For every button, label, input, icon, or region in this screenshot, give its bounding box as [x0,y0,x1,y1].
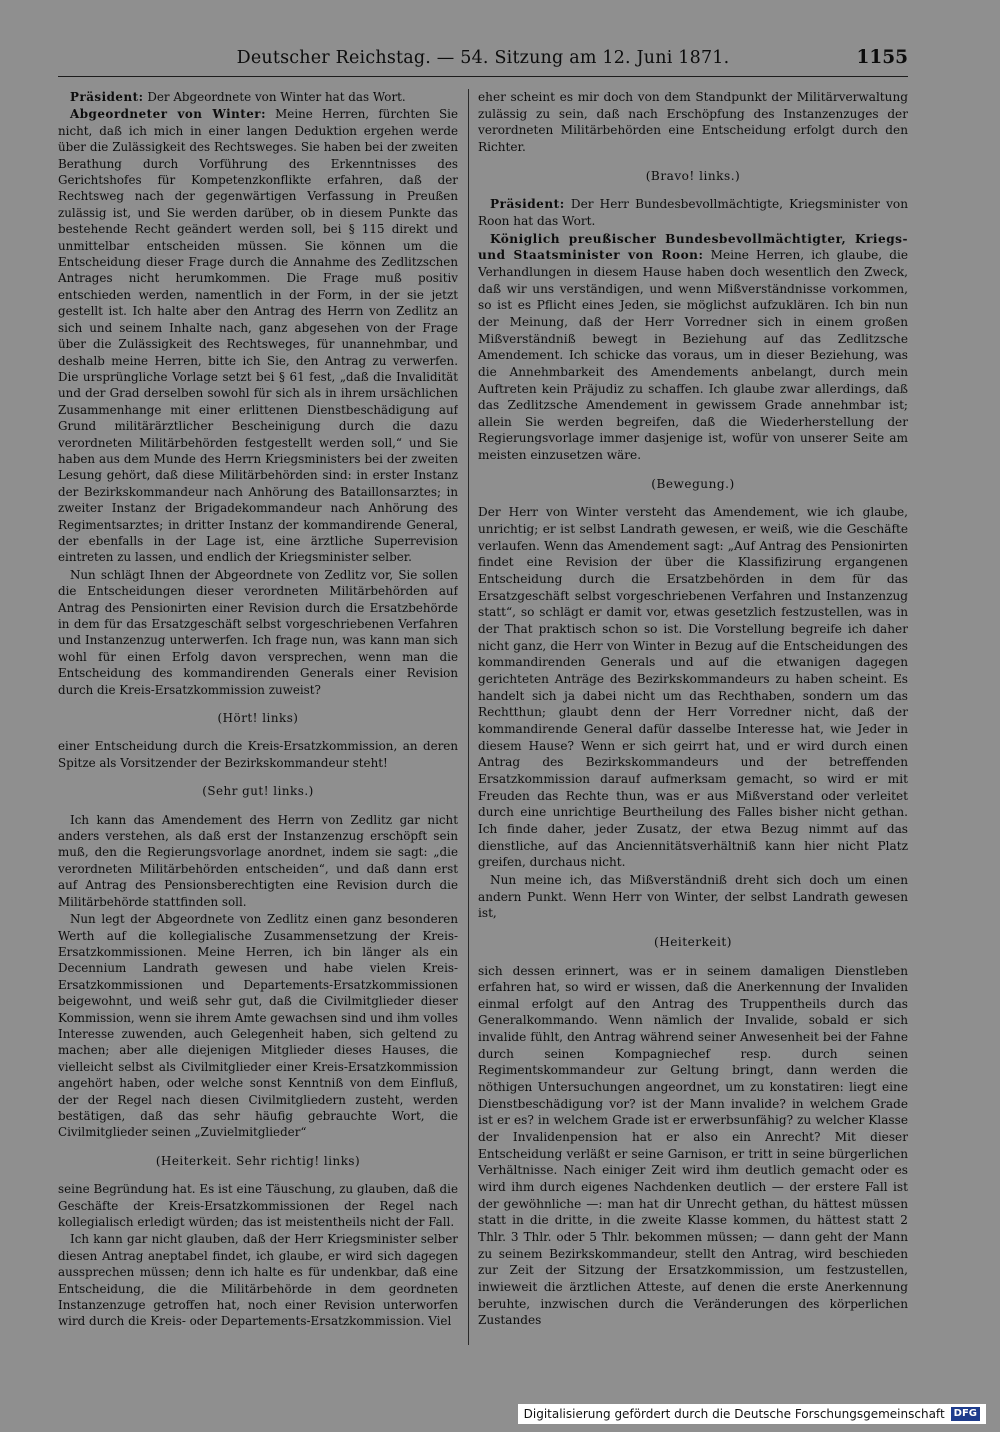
interjection: (Hört! links) [217,711,299,726]
text-paragraph: Nun schlägt Ihnen der Abgeordnete von Zedlitz vor, Sie sollen die Entscheidungen dieser verordneten Militärbehörden auf Antrag des Pensionirten einer Revision durch die Ersatzbehörde in dem für das Ersatzgeschäft selbst vorgeschriebenen Verfahren und Instanzenzug unterwerfen. Ich frage nun, was kann man sich wohl für einen Erfolg davon versprechen, wenn man die Entscheidung des kommandirenden Generals einer Revision durch die Kreis-Ersatzkommission zuweist? [58,567,458,697]
text-paragraph: Der Herr von Winter versteht das Amendement, wie ich glaube, unrichtig; er ist selbst Landrath gewesen, er weiß, wie die Geschäfte verlaufen. Wenn das Amendement sagt: „Auf Antrag des Pensionirten findet eine Revision der über die Klassifizirung ergangenen Entscheidung durch die Ersatzbehörden in dem für das Ersatzgeschäft selbst vorgeschriebenen Verfahren und Instanzenzug statt“, so schlägt er damit vor, etwas gesetzlich festzustellen, was in der That praktisch schon so ist. Die Vorstellung begreife ich daher nicht ganz, die Herr von Winter in Bezug auf die Entscheidungen des kommandirenden Generals und auf die etwanigen dagegen gerichteten Anträge des Bezirkskommandeurs zu haben scheint. Es handelt sich ja dabei nicht um das Rechthaben, sondern um das Rechtthun; glaubt denn der Herr Vorredner nicht, daß der kommandirende General dafür dasselbe Interesse hat, wie Jeder in diesem Hause? Wenn er sich geirrt hat, und er wird durch einen Antrag des Bezirkskommandeurs und der betreffenden Ersatzkommission darauf aufmerksam gemacht, so wird er mit Freuden das Rechte thun, was er aus Mißverstand oder verleitet durch eine unrichtige Beurtheilung des Falles bisher nicht gethan. Ich finde daher, jeder Zusatz, der etwa Bezug nimmt auf das dienstliche, auf das Anciennitätsverhältniß kann hier nicht Platz greifen, durchaus nicht. [478,505,908,870]
speech-paragraph [478,196,908,229]
interjection: (Bravo! links.) [645,168,741,183]
speaker-name: Königlich preußischer Bundesbevollmächtigter, Kriegs- und Staatsminister von Roon: [478,231,908,263]
interjection: (Heiterkeit) [653,934,733,949]
text-paragraph: Nun meine ich, das Mißverständniß dreht sich doch um einen andern Punkt. Wenn Herr von Winter, der selbst Landrath gewesen ist, [478,872,908,921]
text-paragraph: einer Entscheidung durch die Kreis-Ersatzkommission, an deren Spitze als Vorsitzender der Bezirkskommandeur steht! [58,739,458,770]
page-header [58,46,908,77]
speech-text: Meine Herren, fürchten Sie nicht, daß ich mich in einer langen Deduktion ergehen werde über die Zulässigkeit des Rechtsweges. Sie haben bei der zweiten Berathung durch Vorführung des Erkenntnisses des Gerichtshofes für Kompetenzkonflikte erfahren, daß der Rechtsweg nach der gegenwärtigen Verfassung in Preußen zulässig ist, und Sie werden darüber, ob in diesem Punkte das bestehende Recht geändert werden soll, bei § 115 direkt und unmittelbar entscheiden müssen. Sie können um die Entscheidung dieser Frage durch die Annahme des Zedlitzschen Antrages nicht herumkommen. Die Frage muß positiv entschieden werden, namentlich in der Form, in der sie jetzt gestellt ist. Ich halte aber den Antrag des Herrn von Zedlitz an sich und seinem Inhalte nach, ganz abgesehen von der Frage über die Zulässigkeit des Rechtsweges, für unannehmbar, und deshalb meine Herren, bitte ich Sie, den Antrag zu verwerfen. Die ursprüngliche Vorlage setzt bei § 61 fest, „daß die Invalidität und der Grad derselben sowohl für sich als in ihrem ursächlichen Zusammenhange mit einer erlittenen Dienstbeschädigung auf Grund militärärztlicher Bescheinigung durch die dazu verordneten Militärbehörden festgestellt werden soll,“ und Sie haben aus dem Munde des Herrn Kriegsministers bei der zweiten Lesung gehört, daß diese Militärbehörden sind: in erster Instanz der Bezirkskommandeur nach Anhörung des Bataillonsarztes; in zweiter Instanz der Brigadekommandeur nach Anhörung des Regimentsarztes; in dritter Instanz der kommandirende General, der ebenfalls in der Lage ist, eine ärztliche Superrevision eintreten zu lassen, und endlich der Kriegsminister selber. [58,107,458,565]
text-paragraph: seine Begründung hat. Es ist eine Täuschung, zu glauben, daß die Geschäfte der Kreis-Ersatzkommissionen der Regel nach kollegialisch erledigt würden; das ist meistentheils nicht der Fall. [58,1182,458,1229]
speech-text: Meine Herren, ich glaube, die Verhandlungen in diesem Hause haben doch wesentlich den Zweck, daß wir uns verständigen, und wenn Mißverständnisse vorkommen, so ist es Pflicht eines Jeden, sie möglichst aufzuklären. Ich bin nun der Meinung, daß der Herr Vorredner sich in einem großen Mißverständniß bewegt in Beziehung auf das Zedlitzsche Amendement. Ich schicke das voraus, um in dieser Beziehung, was die Annehmbarkeit des Amendements anbelangt, durch mein Auftreten kein Präjudiz zu schaffen. Ich glaube zwar allerdings, daß das Zedlitzsche Amendement in gewissem Grade annehmbar ist; allein Sie werden begreifen, daß die Wiederherstellung der Regierungsvorlage immer dasjenige ist, wofür von unserer Seite am meisten einzusetzen wäre. [478,248,908,463]
dfg-logo-icon: DFG [951,1407,980,1421]
right-column [478,89,908,1345]
speaker-name: Präsident: [490,197,565,212]
text-paragraph: sich dessen erinnert, was er in seinem damaligen Dienstleben erfahren hat, so wird er wissen, daß die Anerkennung der Invaliden einmal erfolgt auf den Antrag des Truppentheils durch das Generalkommando. Wenn nämlich der Invalide, sobald er sich invalide fühlt, den Antrag während seiner Anwesenheit bei der Fahne durch seinen Kompagniechef resp. durch seinen Regimentskommandeur zur Geltung bringt, dann werden die nöthigen Untersuchungen angeordnet, um zu konstatiren: liegt eine Dienstbeschädigung vor? ist der Mann invalide? in welchem Grade ist er es? in welchem Grade ist er erwerbsunfähig? zu welcher Klasse der Invalidenpension hat er also ein Anrecht? Mit dieser Entscheidung verläßt er seine Garnison, er tritt in seine bürgerlichen Verhältnisse. Nach einiger Zeit wird ihm deutlich gemacht oder es wird ihm durch eigenes Nachdenken deutlich — der erstere Fall ist der gewöhnliche —: man hat dir Unrecht gethan, du hättest müssen statt in die dritte, in die zweite Klasse kommen, du hättest statt 2 Thlr. 3 Thlr. oder 5 Thlr. bekommen müssen; — dann geht der Mann zu seinem Bezirkskommandeur, stellt den Antrag, wird beschieden zur Zeit der Sitzung der Ersatzkommission, um festzustellen, inwieweit die ärztlichen Atteste, auf denen die erste Anerkennung beruhte, inzwischen durch die Veränderungen des körperlichen Zustandes [478,963,908,1328]
text-paragraph: eher scheint es mir doch von dem Standpunkt der Militärverwaltung zulässig zu sein, daß nach Erschöpfung des Instanzenzuges der verordneten Militärbehörden eine Entscheidung erfolgt durch den Richter. [478,90,908,154]
speech-text: Der Abgeordnete von Winter hat das Wort. [147,90,406,104]
column-divider [468,89,469,1345]
text-paragraph: Ich kann das Amendement des Herrn von Zedlitz gar nicht anders verstehen, als daß erst der Instanzenzug erschöpft sein muß, den die Regierungsvorlage anordnet, indem sie sagt: „die verordneten Militärbehörden entscheiden“, und daß dann erst auf Antrag des Pensionsberechtigten eine Revision durch die Militärbehörde stattfinden soll. [58,812,458,909]
speech-paragraph [58,89,458,105]
interjection: (Bewegung.) [651,476,735,491]
running-title: Deutscher Reichstag. — 54. Sitzung am 12. Juni 1871. [236,48,730,68]
digitization-credit [518,1404,986,1424]
speech-paragraph [58,106,458,565]
speech-text: Der Herr Bundesbevollmächtigte, Kriegsminister von Roon hat das Wort. [478,197,908,228]
page-number: 1155 [856,47,908,68]
interjection: (Heiterkeit. Sehr richtig! links) [155,1153,361,1168]
text-paragraph: Nun legt der Abgeordnete von Zedlitz einen ganz besonderen Werth auf die kollegialische Zusammensetzung der Kreis-Ersatzkommissionen. Meine Herren, ich bin länger als ein Decennium Landrath gewesen und habe vielen Kreis-Ersatzkommissionen und Departements-Ersatzkommissionen beigewohnt, und weiß sehr gut, daß die Civilmitglieder dieser Kommission, wenn sie ihrem Amte gewachsen sind und ihm volles Interesse zuwenden, auch Gelegenheit haben, sich geltend zu machen; aber alle diejenigen Mitglieder dieses Hauses, die vielleicht selbst als Civilmitglieder einer Kreis-Ersatzkommission angehört haben, oder welche sonst Kenntniß von dem Einfluß, der der Regel nach diesen Civilmitgliedern zusteht, werden bestätigen, daß das sehr häufig gebrauchte Wort, die Civilmitglieder seinen „Zuvielmitglieder“ [58,912,458,1140]
speaker-name: Abgeordneter von Winter: [70,107,266,122]
speaker-name: Präsident: [70,90,144,104]
text-paragraph: Ich kann gar nicht glauben, daß der Herr Kriegsminister selber diesen Antrag aneptabel findet, ich glaube, er wird sich dagegen aussprechen müssen; denn ich halte es für undenkbar, daß eine Entscheidung, die die Militärbehörde in dem geordneten Instanzenzuge getroffen hat, noch einer Revision unterworfen wird durch die Kreis- oder Departements-Ersatzkommission. Viel [58,1232,458,1329]
credit-text: Digitalisierung gefördert durch die Deutsche Forschungsgemeinschaft [523,1407,945,1421]
left-column [58,89,458,1345]
speech-paragraph [478,231,908,464]
interjection: (Sehr gut! links.) [202,784,314,799]
